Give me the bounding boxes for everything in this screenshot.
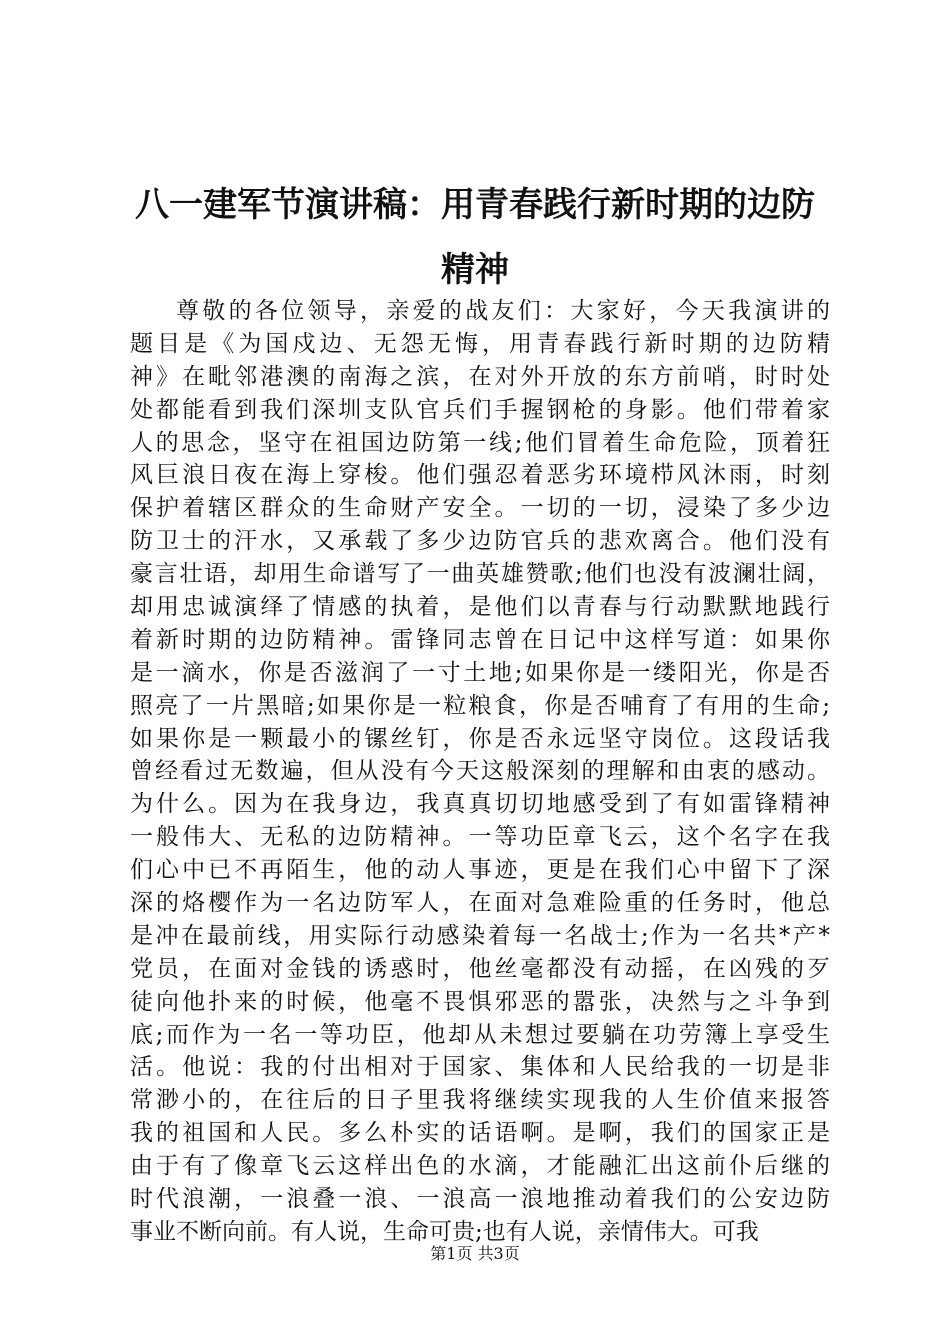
body-line: 神》在毗邻港澳的南海之滨，在对外开放的东方前哨，时时处 (130, 363, 830, 390)
body-line: 是冲在最前线，用实际行动感染着每一名战士;作为一名共*产* (130, 922, 830, 949)
document-body (130, 295, 830, 1249)
page-footer: 第1页 共3页 (430, 1244, 520, 1263)
body-line: 尊敬的各位领导，亲爱的战友们：大家好，今天我演讲的 (176, 298, 830, 324)
body-line: 如果你是一颗最小的镙丝钉，你是否永远坚守岗位。这段话我 (130, 725, 830, 752)
body-line: 由于有了像章飞云这样出色的水滴，才能融汇出这前仆后继的 (130, 1153, 830, 1180)
body-line: 着新时期的边防精神。雷锋同志曾在日记中这样写道：如果你 (130, 626, 830, 653)
body-line: 却用忠诚演绎了情感的执着，是他们以青春与行动默默地践行 (130, 594, 830, 621)
body-line: 是一滴水，你是否滋润了一寸土地;如果你是一缕阳光，你是否 (130, 659, 830, 686)
body-line: 豪言壮语，却用生命谱写了一曲英雄赞歌;他们也没有波澜壮阔， (130, 561, 830, 588)
document-title-line-2: 精神 (441, 250, 509, 290)
body-line: 风巨浪日夜在海上穿梭。他们强忍着恶劣环境栉风沐雨，时刻 (130, 462, 830, 489)
body-line: 底;而作为一名一等功臣，他却从未想过要躺在功劳簿上享受生 (130, 1021, 830, 1048)
body-line: 防卫士的汗水，又承载了多少边防官兵的悲欢离合。他们没有 (130, 528, 830, 555)
body-line: 时代浪潮，一浪叠一浪、一浪高一浪地推动着我们的公安边防 (130, 1186, 830, 1213)
body-line: 深的烙樱作为一名边防军人，在面对急难险重的任务时，他总 (130, 890, 830, 917)
body-line: 常渺小的，在往后的日子里我将继续实现我的人生价值来报答 (130, 1087, 830, 1114)
body-line: 我的祖国和人民。多么朴实的话语啊。是啊，我们的国家正是 (130, 1120, 830, 1147)
body-line: 人的思念，坚守在祖国边防第一线;他们冒着生命危险，顶着狂 (130, 429, 830, 456)
body-line: 们心中已不再陌生，他的动人事迹，更是在我们心中留下了深 (130, 857, 830, 884)
body-line: 事业不断向前。有人说，生命可贵;也有人说，亲情伟大。可我 (130, 1218, 759, 1245)
body-line: 徒向他扑来的时候，他毫不畏惧邪恶的嚣张，决然与之斗争到 (130, 988, 830, 1015)
body-line: 保护着辖区群众的生命财产安全。一切的一切，浸染了多少边 (130, 495, 830, 522)
body-line: 处都能看到我们深圳支队官兵们手握钢枪的身影。他们带着家 (130, 396, 830, 423)
document-title-line-1: 八一建军节演讲稿：用青春践行新时期的边防 (135, 185, 815, 225)
body-line: 党员，在面对金钱的诱惑时，他丝毫都没有动摇，在凶残的歹 (130, 955, 830, 982)
body-line: 曾经看过无数遍，但从没有今天这般深刻的理解和由衷的感动。 (130, 758, 830, 785)
body-line: 一般伟大、无私的边防精神。一等功臣章飞云，这个名字在我 (130, 824, 830, 851)
body-line: 为什么。因为在我身边，我真真切切地感受到了有如雷锋精神 (130, 791, 830, 818)
body-line: 题目是《为国戍边、无怨无悔，用青春践行新时期的边防精 (130, 330, 830, 357)
body-line: 照亮了一片黑暗;如果你是一粒粮食，你是否哺育了有用的生命; (130, 692, 830, 719)
body-line: 活。他说：我的付出相对于国家、集体和人民给我的一切是非 (130, 1054, 830, 1081)
